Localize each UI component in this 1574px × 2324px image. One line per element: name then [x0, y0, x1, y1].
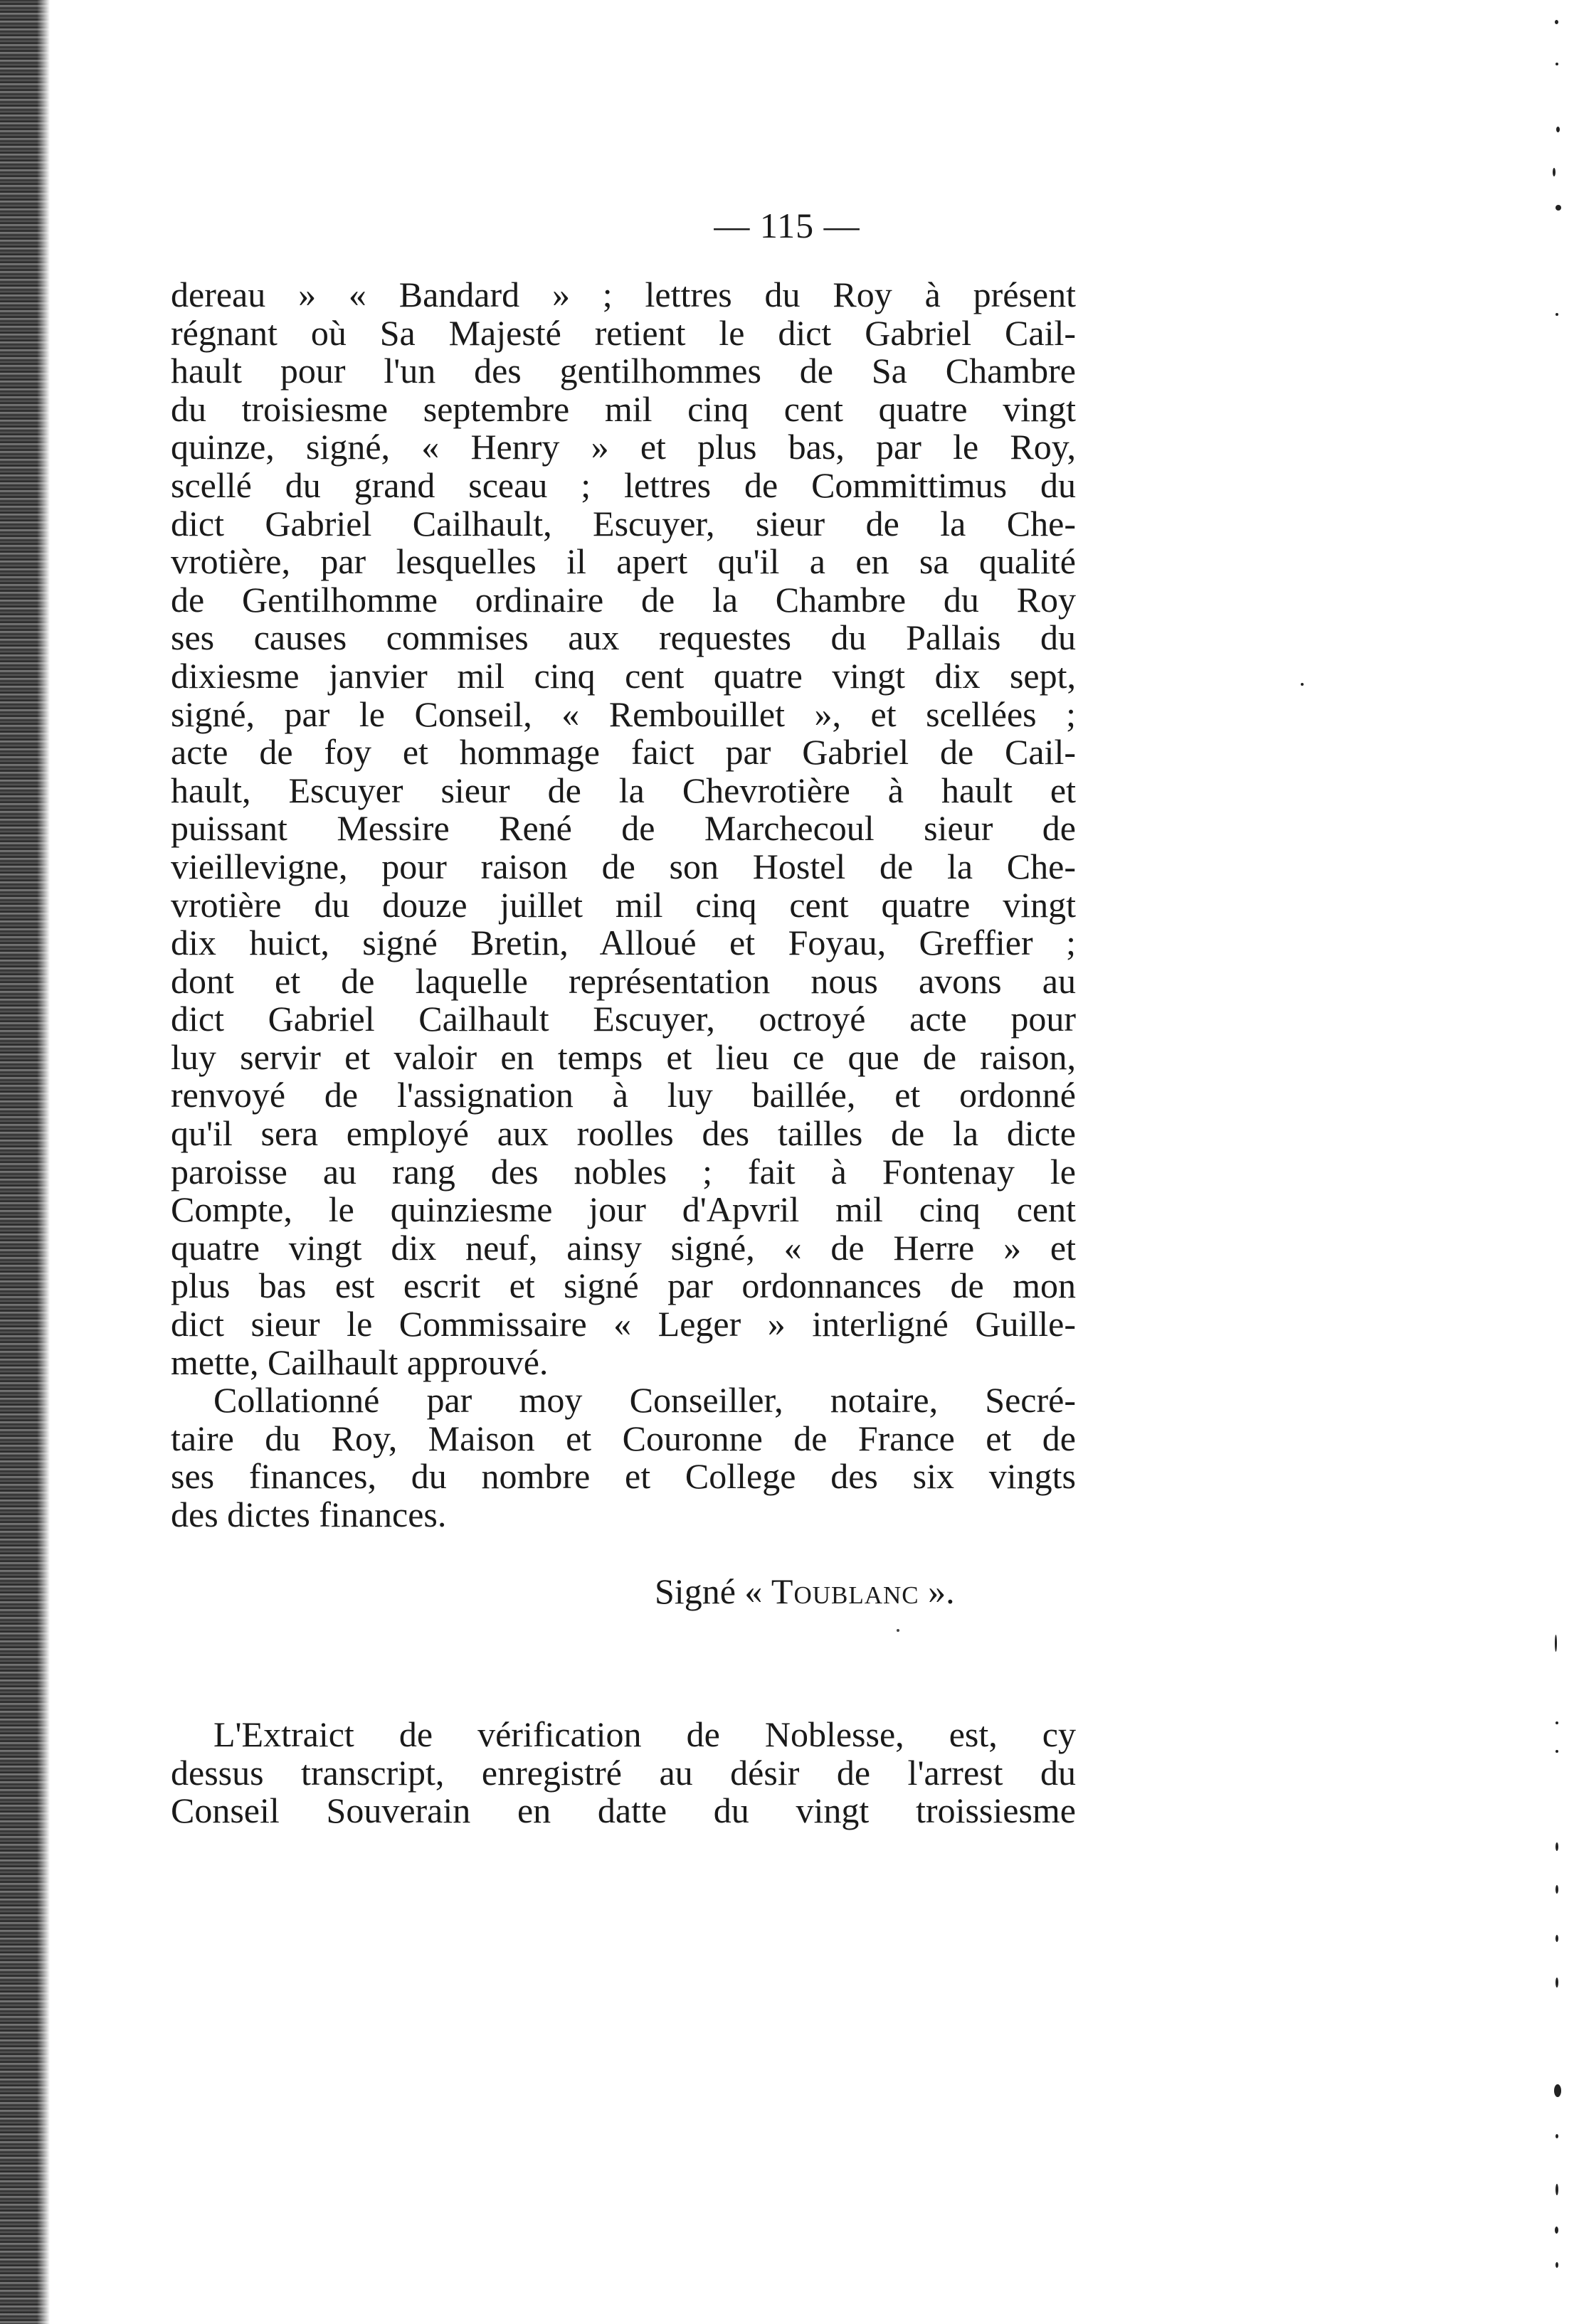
speck — [1555, 2134, 1558, 2138]
text-line: puissant Messire René de Marchecoul sieur de — [171, 808, 1076, 849]
closing-text — [171, 1716, 1076, 1830]
text-line: scellé du grand sceau ; lettres de Committimus du — [171, 465, 1076, 505]
text-line: signé, par le Conseil, « Rembouillet », et scellées ; — [171, 694, 1076, 734]
text-line: dict Gabriel Cailhault Escuyer, octroyé acte pour — [171, 999, 1076, 1039]
text-line: du troisiesme septembre mil cinq cent quatre vingt — [171, 388, 1076, 429]
speck — [1555, 2227, 1558, 2234]
text-line: acte de foy et hommage faict par Gabriel de Cail- — [171, 732, 1076, 773]
text-line: dessus transcript, enregistré au désir de l'arrest du — [171, 1752, 1076, 1793]
text-line: vieillevigne, pour raison de son Hostel de la Che- — [171, 846, 1076, 886]
text-line: hault pour l'un des gentilhommes de Sa Chambre — [171, 351, 1076, 391]
speck — [1555, 1750, 1558, 1753]
text-line: régnant où Sa Majesté retient le dict Gabriel Cail- — [171, 312, 1076, 353]
text-line: Conseil Souverain en datte du vingt troissiesme — [171, 1790, 1076, 1831]
text-line: taire du Roy, Maison et Couronne de France et de — [171, 1418, 1076, 1458]
text-line: L'Extraict de vérification de Noblesse, est, cy — [213, 1714, 1076, 1754]
text-line: Collationné par moy Conseiller, notaire, Secré- — [213, 1380, 1076, 1421]
speck — [1556, 127, 1560, 132]
text-line: Compte, le quinziesme jour d'Apvril mil cinq cent — [171, 1189, 1076, 1230]
speck — [1555, 1721, 1558, 1724]
text-line: ses finances, du nombre et College des six vingts — [171, 1456, 1076, 1497]
speck — [1555, 1978, 1558, 1988]
speck — [1555, 20, 1558, 24]
text-line: qu'il sera employé aux roolles des tailles de la dicte — [171, 1113, 1076, 1154]
text-line: dict sieur le Commissaire « Leger » interligné Guille- — [171, 1304, 1076, 1344]
signature-suffix: ». — [928, 1571, 955, 1611]
text-line: quatre vingt dix neuf, ainsy signé, « de Herre » et — [171, 1227, 1076, 1268]
speck — [1555, 1635, 1557, 1652]
text-line: luy servir et valoir en temps et lieu ce que de raison, — [171, 1036, 1076, 1077]
text-line: hault, Escuyer sieur de la Chevrotière à hault et — [171, 770, 1076, 810]
text-line: quinze, signé, « Henry » et plus bas, par le Roy, — [171, 427, 1076, 467]
speck — [1555, 2184, 1558, 2195]
signature-line — [655, 1571, 955, 1612]
text-line: vrotière, par lesquelles il apert qu'il a en sa qualité — [171, 541, 1076, 582]
text-line: dont et de laquelle représentation nous avons au — [171, 960, 1076, 1001]
text-line: des dictes finances. — [171, 1495, 447, 1534]
text-line: vrotière du douze juillet mil cinq cent quatre vingt — [171, 884, 1076, 925]
speck — [1555, 1885, 1558, 1894]
text-line: dict Gabriel Cailhault, Escuyer, sieur de la Che- — [171, 503, 1076, 543]
speck — [1555, 1935, 1558, 1942]
text-line: dixiesme janvier mil cinq cent quatre vingt dix sept, — [171, 655, 1076, 696]
speck — [1301, 683, 1304, 686]
speck — [1554, 2084, 1561, 2097]
signature-name: Toublanc — [771, 1571, 919, 1611]
margin-specks — [1524, 0, 1574, 2324]
text-line: dix huict, signé Bretin, Alloué et Foyau, Greffier ; — [171, 923, 1076, 963]
speck — [1555, 63, 1558, 65]
page-number: — 115 — — [714, 206, 860, 245]
speck — [1553, 168, 1555, 176]
divider-dot — [897, 1629, 899, 1632]
text-line: paroisse au rang des nobles ; fait à Fontenay le — [171, 1151, 1076, 1192]
speck — [1555, 313, 1558, 316]
text-line: mette, Cailhault approuvé. — [171, 1342, 549, 1382]
speck — [1555, 1842, 1558, 1851]
book-binding-edge — [0, 0, 50, 2324]
text-line: ses causes commises aux requestes du Pallais du — [171, 617, 1076, 658]
text-line: plus bas est escrit et signé par ordonnances de mon — [171, 1266, 1076, 1306]
text-line: dereau » « Bandard » ; lettres du Roy à présent — [171, 275, 1076, 314]
signature-prefix: Signé « — [655, 1571, 763, 1611]
speck — [1555, 2262, 1558, 2268]
body-text — [171, 276, 1076, 1534]
text-line: renvoyé de l'assignation à luy baillée, et ordonné — [171, 1075, 1076, 1115]
text-line: de Gentilhomme ordinaire de la Chambre du Roy — [171, 579, 1076, 620]
